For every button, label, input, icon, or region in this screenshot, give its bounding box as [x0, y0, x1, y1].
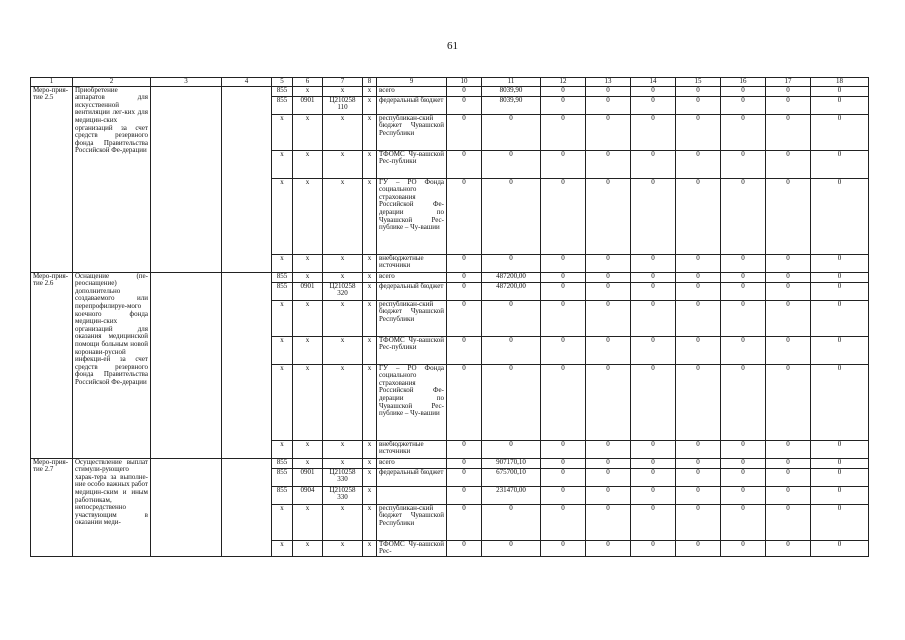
table-row: [31, 86, 869, 96]
table-cell: 0: [447, 96, 482, 114]
funding-source: всего: [377, 272, 447, 282]
column-number: 1: [31, 78, 73, 87]
table-cell: 0: [631, 272, 676, 282]
table-cell: x: [363, 468, 377, 486]
table-cell: 0: [676, 540, 721, 556]
table-cell: x: [293, 272, 323, 282]
table-cell: 855: [272, 282, 293, 300]
table-cell: 0901: [293, 96, 323, 114]
table-cell: 0: [447, 282, 482, 300]
table-cell: 0: [766, 178, 811, 254]
table-cell: 855: [272, 272, 293, 282]
table-cell: 0: [676, 96, 721, 114]
table-cell: x: [272, 336, 293, 364]
table-cell: x: [363, 336, 377, 364]
funding-source: ТФОМС Чу-вашской Рес-публики: [377, 336, 447, 364]
table-cell: 0: [766, 468, 811, 486]
table-cell: 0: [811, 468, 869, 486]
table-cell: 0: [586, 336, 631, 364]
table-cell: 0: [586, 282, 631, 300]
table-cell: 0: [721, 96, 766, 114]
table-cell: 0: [586, 468, 631, 486]
table-cell: x: [323, 458, 363, 468]
funding-source: всего: [377, 86, 447, 96]
table-cell: 0: [631, 150, 676, 178]
table-cell: x: [272, 254, 293, 272]
table-cell: 0: [541, 468, 586, 486]
table-cell: x: [293, 114, 323, 150]
table-cell: 0901: [293, 468, 323, 486]
table-cell: x: [323, 504, 363, 540]
table-cell: x: [293, 178, 323, 254]
table-cell: 0: [447, 504, 482, 540]
table-cell: 0: [676, 486, 721, 504]
table-cell: 0: [541, 272, 586, 282]
table-cell: x: [323, 300, 363, 336]
table-cell: 0: [721, 272, 766, 282]
funding-source: федеральный бюджет: [377, 96, 447, 114]
funding-source: ГУ – РО Фонда социального страхования Российской Фе-дерации по Чувашской Рес-публике – Чу-вашии: [377, 178, 447, 254]
table-cell: 0: [631, 254, 676, 272]
table-cell: 0: [721, 468, 766, 486]
table-cell: 0: [721, 150, 766, 178]
table-cell: 907170,10: [482, 458, 541, 468]
table-cell: 0: [811, 336, 869, 364]
table-cell: 0: [631, 540, 676, 556]
column-number: 14: [631, 78, 676, 87]
table-cell: 0: [482, 540, 541, 556]
table-cell: 0: [766, 458, 811, 468]
column-number-row: [31, 78, 869, 87]
table-cell: 0: [447, 178, 482, 254]
table-cell: 0: [766, 364, 811, 440]
table-cell: 8039,90: [482, 96, 541, 114]
table-cell: 0: [586, 272, 631, 282]
table-cell: 0: [721, 254, 766, 272]
table-cell: 0: [811, 178, 869, 254]
table-cell: x: [363, 540, 377, 556]
table-cell: 0: [721, 178, 766, 254]
table-cell: x: [323, 254, 363, 272]
table-cell: 0: [586, 364, 631, 440]
funding-source: [377, 486, 447, 504]
table-cell: 0: [721, 282, 766, 300]
column-number: 18: [811, 78, 869, 87]
table-cell: 0: [482, 504, 541, 540]
table-cell: 0: [586, 458, 631, 468]
empty-cell: [151, 458, 222, 556]
funding-source: республикан-ский бюджет Чувашской Республики: [377, 504, 447, 540]
table-cell: Ц210258 320: [323, 282, 363, 300]
table-cell: 0: [721, 486, 766, 504]
table-cell: 0: [721, 364, 766, 440]
table-cell: 0: [541, 254, 586, 272]
table-cell: x: [293, 254, 323, 272]
table-cell: x: [293, 440, 323, 458]
table-cell: 0: [541, 440, 586, 458]
table-cell: x: [363, 96, 377, 114]
table-cell: 0: [447, 254, 482, 272]
table-cell: 0: [447, 486, 482, 504]
funding-source: республикан-ский бюджет Чувашской Республики: [377, 300, 447, 336]
table-cell: 0: [447, 364, 482, 440]
table-cell: x: [363, 282, 377, 300]
table-cell: Ц210258 330: [323, 468, 363, 486]
table-cell: 0: [586, 300, 631, 336]
table-cell: x: [323, 114, 363, 150]
table-cell: 855: [272, 86, 293, 96]
table-cell: x: [323, 336, 363, 364]
table-cell: 0904: [293, 486, 323, 504]
table-cell: 0: [482, 336, 541, 364]
table-cell: x: [293, 364, 323, 440]
table-cell: 0: [447, 540, 482, 556]
table-cell: 0: [541, 86, 586, 96]
table-cell: 0: [676, 178, 721, 254]
table-cell: 0: [811, 486, 869, 504]
event-description: Оснащение (пе-реоснащение) дополнительно создаваемого или перепрофилируе-мого коечного фонда медицин-ских организаций для оказания медицинской помощи больным новой коронави-русной инфекци-ей за счет средств резервного фонда Правительства Российской Фе-дерации: [73, 272, 151, 458]
funding-source: ТФОМС Чу-вашской Рес-публики: [377, 150, 447, 178]
event-number: Меро-прия-тие 2.6: [31, 272, 73, 458]
table-cell: 0: [631, 86, 676, 96]
table-cell: 0: [631, 486, 676, 504]
table-cell: 0: [811, 458, 869, 468]
table-cell: 0: [676, 282, 721, 300]
table-cell: 0: [811, 114, 869, 150]
table-cell: x: [363, 178, 377, 254]
table-cell: 0: [766, 254, 811, 272]
table-cell: 8039,90: [482, 86, 541, 96]
table-cell: 0: [482, 254, 541, 272]
table-row: [31, 272, 869, 282]
table-cell: 0: [541, 486, 586, 504]
table-cell: 0: [766, 96, 811, 114]
column-number: 2: [73, 78, 151, 87]
table-cell: 0: [631, 364, 676, 440]
table-cell: 0: [676, 458, 721, 468]
table-cell: x: [363, 486, 377, 504]
table-cell: 0: [447, 458, 482, 468]
table-cell: 0: [676, 86, 721, 96]
table-cell: x: [272, 300, 293, 336]
column-number: 3: [151, 78, 222, 87]
table-cell: 0: [586, 96, 631, 114]
table-cell: x: [363, 150, 377, 178]
funding-source: ТФОМС Чу-вашской Рес-: [377, 540, 447, 556]
event-description: Приобретение аппаратов для искусственной вентиляции лег-ких для медицин-ских организаций за счет средств резервного фонда Правительства Российской Фе-дерации: [73, 86, 151, 272]
table-cell: 0: [586, 504, 631, 540]
table-cell: 0: [766, 540, 811, 556]
table-cell: 0: [676, 440, 721, 458]
table-cell: 675700,10: [482, 468, 541, 486]
table-cell: 0: [541, 150, 586, 178]
table-cell: 231470,00: [482, 486, 541, 504]
table-cell: 0: [676, 272, 721, 282]
table-cell: 0: [631, 468, 676, 486]
empty-cell: [151, 86, 222, 272]
table-cell: 0: [541, 282, 586, 300]
table-cell: 0: [721, 540, 766, 556]
table-cell: 0: [447, 114, 482, 150]
table-cell: 0: [541, 300, 586, 336]
table-cell: 0: [541, 364, 586, 440]
table-cell: x: [272, 178, 293, 254]
table-cell: 0: [721, 336, 766, 364]
table-cell: x: [363, 458, 377, 468]
table-cell: 855: [272, 468, 293, 486]
table-cell: 487200,00: [482, 282, 541, 300]
table-cell: 0: [631, 300, 676, 336]
table-cell: x: [323, 272, 363, 282]
table-cell: x: [293, 458, 323, 468]
table-cell: 0: [631, 178, 676, 254]
table-cell: 0: [482, 150, 541, 178]
table-cell: 0: [631, 336, 676, 364]
table-cell: x: [293, 336, 323, 364]
column-number: 9: [377, 78, 447, 87]
budget-table: [30, 77, 869, 557]
table-cell: 0: [766, 486, 811, 504]
table-cell: 0: [676, 468, 721, 486]
table-cell: 0: [447, 272, 482, 282]
event-number: Меро-прия-тие 2.5: [31, 86, 73, 272]
table-cell: 0: [586, 114, 631, 150]
funding-source: федеральный бюджет: [377, 468, 447, 486]
column-number: 13: [586, 78, 631, 87]
table-cell: x: [323, 440, 363, 458]
column-number: 15: [676, 78, 721, 87]
table-cell: 0: [811, 150, 869, 178]
table-cell: 0: [447, 468, 482, 486]
table-cell: 487200,00: [482, 272, 541, 282]
table-cell: 0: [586, 178, 631, 254]
table-cell: 0: [766, 272, 811, 282]
empty-cell: [222, 272, 272, 458]
column-number: 4: [222, 78, 272, 87]
table-cell: x: [272, 150, 293, 178]
funding-source: внебюджетные источники: [377, 440, 447, 458]
table-cell: 0: [811, 272, 869, 282]
table-cell: 0: [631, 458, 676, 468]
column-number: 11: [482, 78, 541, 87]
table-cell: 0: [766, 300, 811, 336]
table-cell: 0: [811, 300, 869, 336]
funding-source: всего: [377, 458, 447, 468]
table-cell: 0: [541, 178, 586, 254]
column-number: 8: [363, 78, 377, 87]
table-cell: 0: [766, 150, 811, 178]
table-row: [31, 458, 869, 468]
column-number: 10: [447, 78, 482, 87]
table-cell: 0: [766, 336, 811, 364]
table-cell: 0: [631, 282, 676, 300]
table-cell: 0: [541, 96, 586, 114]
table-cell: 0: [676, 336, 721, 364]
table-cell: 0: [721, 440, 766, 458]
table-cell: x: [363, 254, 377, 272]
table-cell: 855: [272, 486, 293, 504]
table-cell: x: [293, 86, 323, 96]
table-cell: Ц210258 110: [323, 96, 363, 114]
table-cell: 0: [631, 440, 676, 458]
table-cell: 0: [541, 504, 586, 540]
table-cell: 0: [482, 364, 541, 440]
table-cell: x: [323, 150, 363, 178]
table-cell: 0: [447, 440, 482, 458]
table-cell: 0: [811, 540, 869, 556]
table-cell: x: [272, 440, 293, 458]
table-cell: 0: [586, 86, 631, 96]
table-cell: 0: [586, 440, 631, 458]
table-cell: x: [363, 300, 377, 336]
table-cell: 0: [766, 86, 811, 96]
table-cell: x: [363, 114, 377, 150]
funding-source: ГУ – РО Фонда социального страхования Российской Фе-дерации по Чувашской Рес-публике – Чу-вашии: [377, 364, 447, 440]
table-cell: 0: [541, 540, 586, 556]
table-cell: 0: [586, 254, 631, 272]
table-cell: 0: [482, 114, 541, 150]
table-cell: 855: [272, 458, 293, 468]
empty-cell: [222, 458, 272, 556]
table-cell: 855: [272, 96, 293, 114]
funding-source: федеральный бюджет: [377, 282, 447, 300]
table-cell: x: [293, 150, 323, 178]
table-cell: 0: [766, 440, 811, 458]
empty-cell: [151, 272, 222, 458]
funding-source: республикан-ский бюджет Чувашской Республики: [377, 114, 447, 150]
table-cell: x: [323, 364, 363, 440]
table-cell: 0: [766, 504, 811, 540]
table-cell: 0: [721, 458, 766, 468]
table-cell: 0: [586, 150, 631, 178]
table-cell: 0: [541, 336, 586, 364]
table-cell: 0: [811, 86, 869, 96]
column-number: 7: [323, 78, 363, 87]
table-cell: 0: [676, 254, 721, 272]
table-cell: 0: [586, 486, 631, 504]
table-cell: 0: [586, 540, 631, 556]
page-number: 61: [447, 40, 458, 52]
empty-cell: [222, 86, 272, 272]
table-cell: 0: [721, 504, 766, 540]
table-cell: 0: [811, 364, 869, 440]
table-cell: x: [272, 540, 293, 556]
table-cell: x: [323, 86, 363, 96]
table-cell: x: [293, 504, 323, 540]
table-cell: x: [293, 300, 323, 336]
table-cell: 0: [676, 504, 721, 540]
table-cell: 0: [721, 300, 766, 336]
table-cell: 0: [631, 114, 676, 150]
table-cell: x: [272, 504, 293, 540]
table-cell: 0: [631, 504, 676, 540]
table-cell: x: [272, 114, 293, 150]
table-cell: 0: [482, 300, 541, 336]
table-cell: x: [272, 364, 293, 440]
table-cell: 0: [541, 114, 586, 150]
table-cell: x: [363, 86, 377, 96]
table-cell: x: [323, 178, 363, 254]
table-cell: 0: [811, 96, 869, 114]
table-cell: 0: [447, 150, 482, 178]
column-number: 16: [721, 78, 766, 87]
table-cell: 0: [721, 114, 766, 150]
table-cell: 0: [721, 86, 766, 96]
table-cell: 0: [811, 504, 869, 540]
table-cell: 0: [676, 114, 721, 150]
column-number: 17: [766, 78, 811, 87]
table-cell: 0: [447, 336, 482, 364]
table-cell: x: [293, 540, 323, 556]
table-cell: 0: [541, 458, 586, 468]
table-cell: x: [363, 440, 377, 458]
event-description: Осуществление выплат стимули-рующего харак-тера за выполне-ние особо важных работ медицин-ским и иным работникам, непосредственно участвующим в оказании меди-: [73, 458, 151, 556]
table-cell: x: [363, 504, 377, 540]
table-cell: 0: [482, 178, 541, 254]
table-cell: 0: [676, 150, 721, 178]
column-number: 6: [293, 78, 323, 87]
table-cell: 0: [766, 114, 811, 150]
table-cell: x: [363, 364, 377, 440]
table-cell: 0: [482, 440, 541, 458]
column-number: 12: [541, 78, 586, 87]
table-cell: 0: [447, 86, 482, 96]
funding-source: внебюджетные источники: [377, 254, 447, 272]
table-cell: 0: [447, 300, 482, 336]
table-cell: 0: [811, 282, 869, 300]
table-cell: 0: [631, 96, 676, 114]
event-number: Меро-прия-тие 2.7: [31, 458, 73, 556]
table-cell: 0: [766, 282, 811, 300]
table-cell: 0: [811, 254, 869, 272]
column-number: 5: [272, 78, 293, 87]
table-cell: x: [363, 272, 377, 282]
table-cell: Ц210258 330: [323, 486, 363, 504]
table-cell: 0: [676, 364, 721, 440]
table-cell: x: [323, 540, 363, 556]
table-cell: 0901: [293, 282, 323, 300]
table-cell: 0: [676, 300, 721, 336]
table-cell: 0: [811, 440, 869, 458]
